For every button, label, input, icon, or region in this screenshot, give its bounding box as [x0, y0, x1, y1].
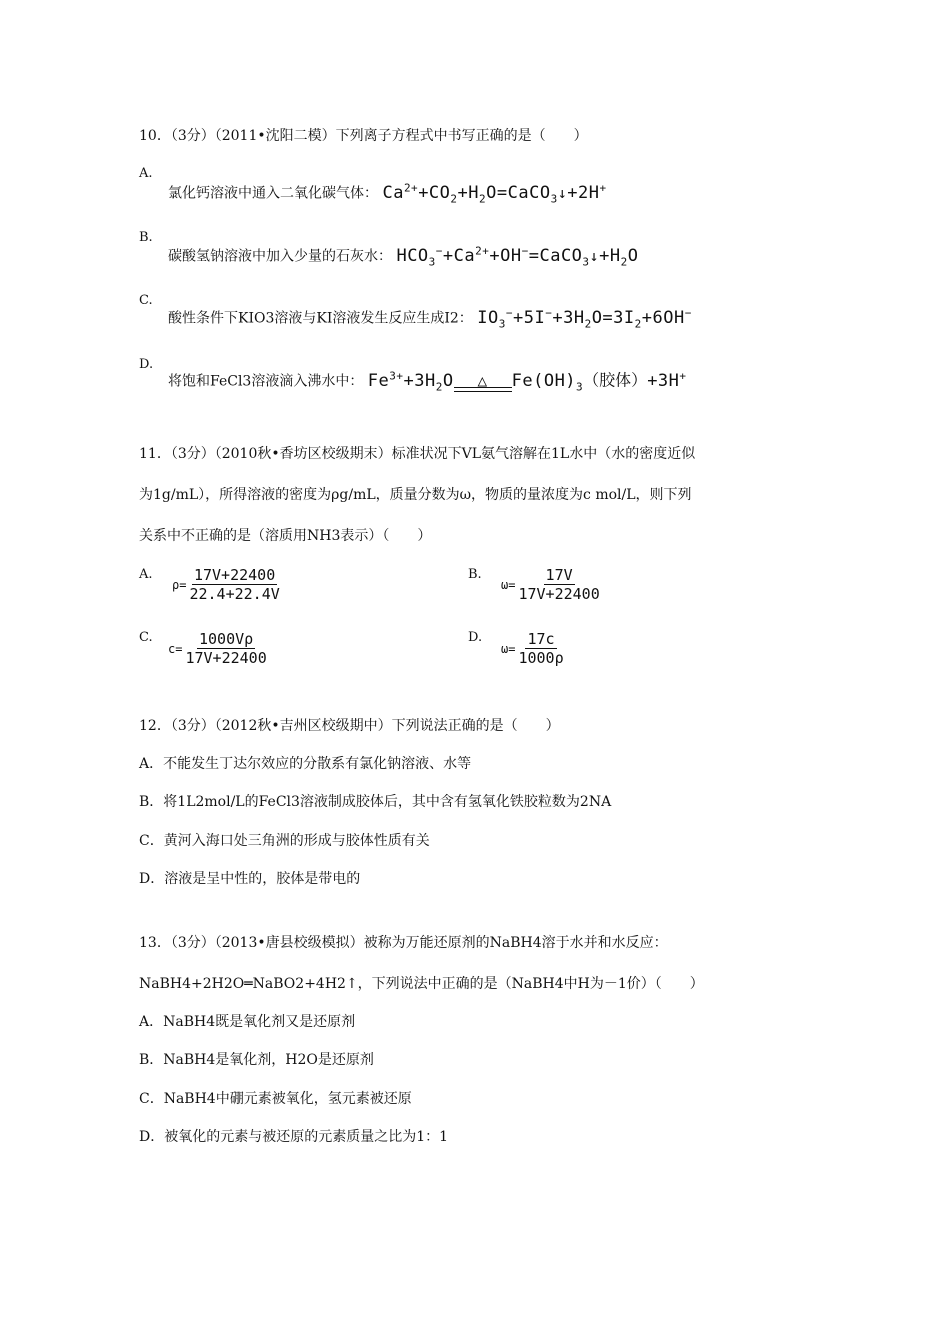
- q11-option-c-letter: C.: [139, 630, 153, 645]
- q13-option-b: B．NaBH4是氧化剂，H2O是还原剂: [139, 1052, 374, 1068]
- q10-option-a: [168, 180, 607, 207]
- q11-stem-line3: 关系中不正确的是（溶质用NH3表示）（ ）: [139, 528, 432, 544]
- q12-option-b: B．将1L2mol/L的FeCl3溶液制成胶体后，其中含有氢氧化铁胶粒数为2NA: [139, 794, 612, 810]
- q10-option-d-tail: +3H+: [647, 369, 687, 391]
- q13-option-a: A．NaBH4既是氧化剂又是还原剂: [139, 1014, 356, 1030]
- q10-option-d: [168, 368, 687, 395]
- numerator: 1000Vρ: [199, 630, 254, 648]
- q10-option-b-letter: B.: [139, 230, 153, 245]
- formula-lhs: ω=: [501, 641, 516, 656]
- numerator: 17V+22400: [193, 566, 276, 584]
- q12-option-c: C．黄河入海口处三角洲的形成与胶体性质有关: [139, 833, 430, 849]
- q12-stem: 12．（3分）（2012秋•吉州区校级期中）下列说法正确的是（ ）: [139, 718, 560, 734]
- q10-option-c: [168, 305, 692, 332]
- q11-option-b-formula: [501, 566, 602, 603]
- q10-option-d-equation: $Fe^{3+}+3H_2O$ △ $Fe(OH)_3$: [367, 369, 584, 394]
- q11-option-b-letter: B.: [468, 567, 482, 582]
- formula-lhs: c=: [168, 641, 183, 656]
- q10-option-a-letter: A.: [139, 166, 153, 181]
- q10-stem: 10．（3分）（2011•沈阳二模）下列离子方程式中书写正确的是（ ）: [139, 128, 588, 144]
- q10-option-b: [168, 243, 638, 270]
- q10-option-d-text: 将饱和FeCl3溶液滴入沸水中：: [168, 373, 364, 390]
- q10-option-b-text: 碳酸氢钠溶液中加入少量的石灰水：: [168, 248, 392, 265]
- q12-option-d: D．溶液是呈中性的，胶体是带电的: [139, 871, 361, 887]
- denominator: 17V+22400: [185, 649, 267, 667]
- q11-option-a-formula: [172, 566, 282, 603]
- q10-option-a-text: 氯化钙溶液中通入二氧化碳气体：: [168, 185, 378, 202]
- q10-option-c-equation: $IO_3^-+5I^-+3H_2O=3I_2+6OH^-$: [477, 306, 692, 331]
- denominator: 17V+22400: [518, 585, 600, 603]
- q11-stem-line1: 11．（3分）（2010秋•香坊区校级期末）标准状况下VL氨气溶解在1L水中（水的密度近似: [139, 446, 696, 462]
- q11-option-d-formula: [501, 630, 566, 667]
- colloid-label: （胶体）: [583, 370, 648, 390]
- heating-condition: △: [454, 373, 512, 389]
- q12-option-a: A．不能发生丁达尔效应的分散系有氯化钠溶液、水等: [139, 756, 472, 772]
- denominator: 1000ρ: [518, 649, 564, 667]
- q10-option-c-letter: C.: [139, 293, 153, 308]
- q11-option-c-formula: [168, 630, 269, 667]
- numerator: 17V: [545, 566, 573, 584]
- q10-option-a-equation: $Ca^{2+}+CO_2+H_2O=CaCO_3↓+2H^+$: [382, 181, 607, 206]
- q13-option-c: C．NaBH4中硼元素被氧化，氢元素被还原: [139, 1091, 412, 1107]
- formula-lhs: ω=: [501, 577, 516, 592]
- q13-option-d: D．被氧化的元素与被还原的元素质量之比为1：1: [139, 1129, 449, 1145]
- q11-stem-line2: 为1g/mL），所得溶液的密度为ρg/mL，质量分数为ω，物质的量浓度为c mol/L，则下列: [139, 487, 692, 503]
- q10-option-d-letter: D.: [139, 357, 154, 372]
- q13-stem-line1: 13．（3分）（2013•唐县校级模拟）被称为万能还原剂的NaBH4溶于水并和水反应：: [139, 935, 668, 951]
- formula-lhs: ρ=: [172, 577, 187, 592]
- denominator: 22.4+22.4V: [189, 585, 280, 603]
- q10-option-b-equation: $HCO_3^-+Ca^{2+}+OH^-=CaCO_3↓+H_2O$: [396, 244, 639, 269]
- numerator: 17c: [527, 630, 555, 648]
- q11-option-a-letter: A.: [139, 567, 153, 582]
- q10-option-c-text: 酸性条件下KIO3溶液与KI溶液发生反应生成I2：: [168, 310, 473, 327]
- q11-option-d-letter: D.: [468, 630, 483, 645]
- q13-stem-line2: NaBH4+2H2O═NaBO2+4H2↑，下列说法中正确的是（NaBH4中H为－1价）（ ）: [139, 976, 704, 992]
